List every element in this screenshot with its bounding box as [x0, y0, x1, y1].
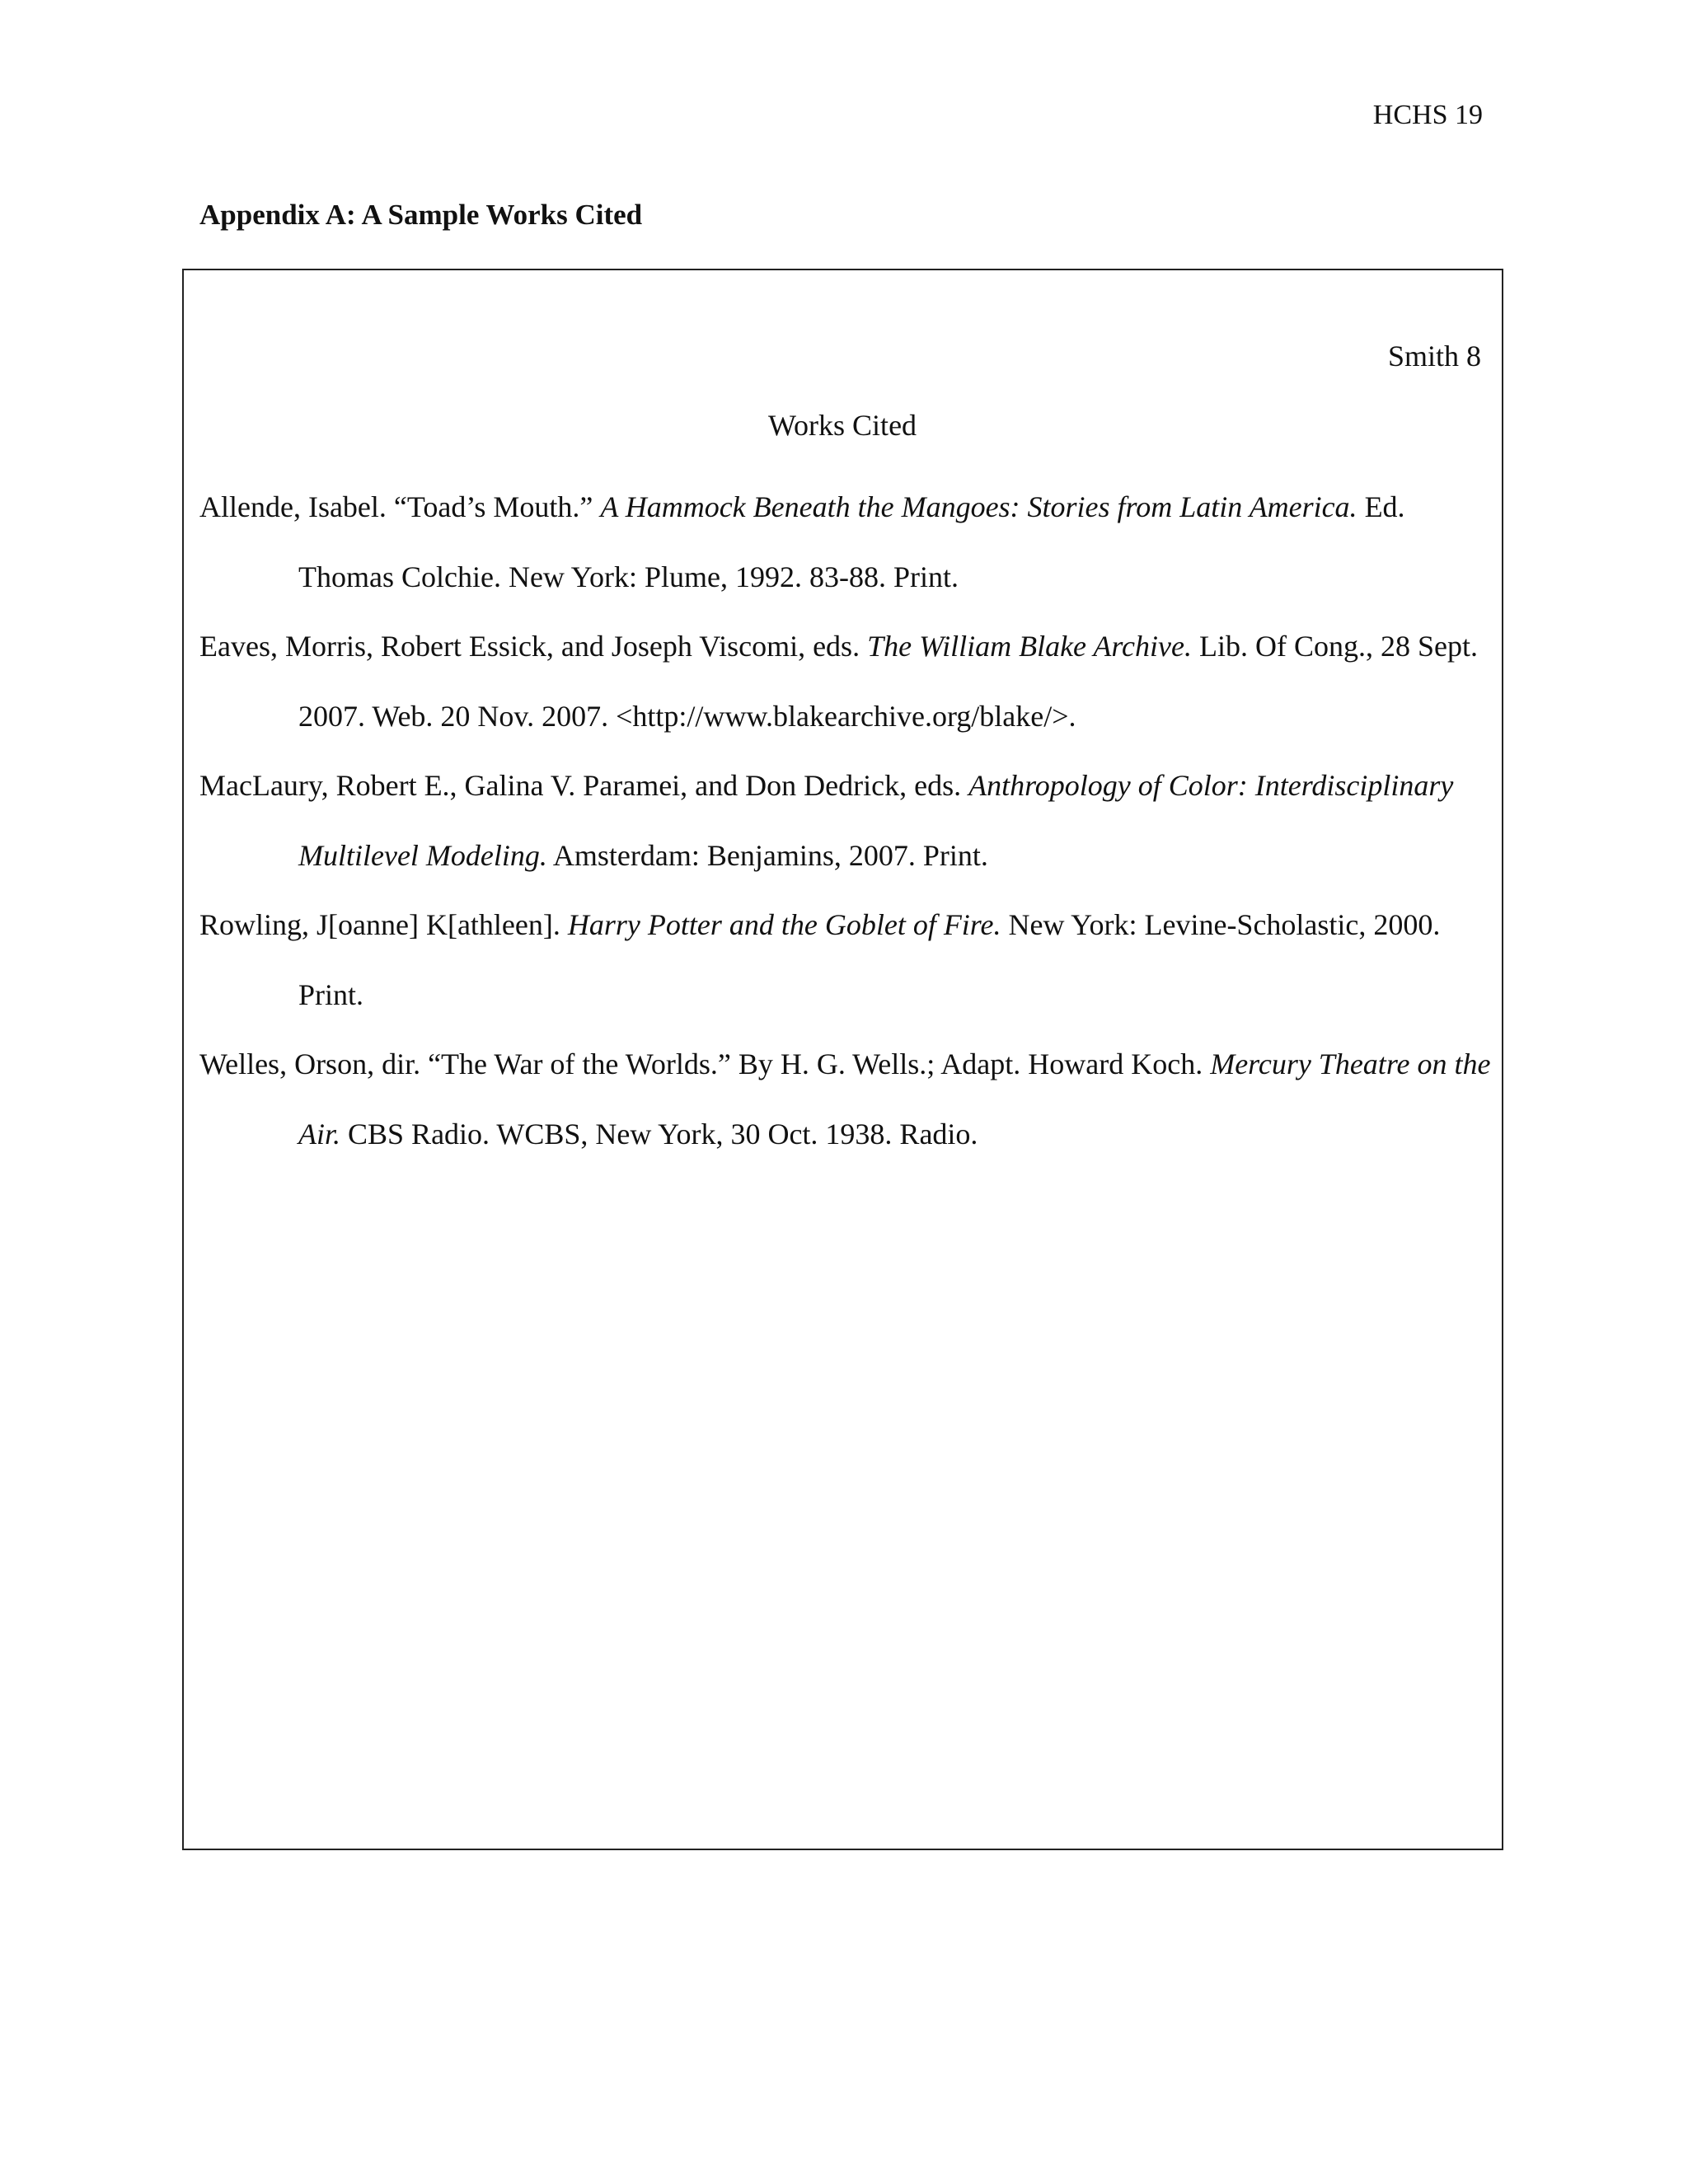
works-cited-title: Works Cited: [767, 409, 917, 442]
citation-title: Mercury Theatre on the Air.: [298, 1047, 1491, 1151]
citation-text: Welles, Orson, dir. “The War of the Worlds.” By H. G. Wells.; Adapt. Howard Koch.: [199, 1047, 1211, 1080]
citation-text: New York: Levine-Scholastic, 2000. Print.: [298, 908, 1441, 1011]
citation-entry: [199, 890, 1493, 1029]
citation-text: Allende, Isabel. “Toad’s Mouth.”: [199, 490, 601, 523]
citation-text: CBS Radio. WCBS, New York, 30 Oct. 1938. Radio.: [340, 1117, 978, 1151]
citation-title: Harry Potter and the Goblet of Fire.: [567, 908, 1001, 941]
citation-title: Anthropology of Color: Interdisciplinary Multilevel Modeling.: [298, 769, 1454, 872]
citation-text: Ed. Thomas Colchie. New York: Plume, 1992. 83-88. Print.: [298, 490, 1405, 593]
sample-page-header: Smith 8: [1387, 340, 1481, 373]
citation-title: The William Blake Archive.: [867, 630, 1192, 663]
citation-entry: [199, 751, 1493, 890]
citation-text: MacLaury, Robert E., Galina V. Paramei, and Don Dedrick, eds.: [199, 769, 969, 802]
citation-title: A Hammock Beneath the Mangoes: Stories from Latin America.: [600, 490, 1357, 523]
page-header: HCHS 19: [1372, 100, 1483, 130]
citation-text: Amsterdam: Benjamins, 2007. Print.: [546, 838, 988, 872]
citation-text: Eaves, Morris, Robert Essick, and Joseph Viscomi, eds.: [199, 630, 868, 663]
works-cited-list: [199, 472, 1493, 1169]
appendix-title: Appendix A: A Sample Works Cited: [199, 199, 643, 231]
citation-entry: [199, 612, 1493, 751]
citation-text: Rowling, J[oanne] K[athleen].: [199, 908, 568, 941]
citation-text: Lib. Of Cong., 28 Sept. 2007. Web. 20 Nov. 2007. <http://www.blakearchive.org/blake/>.: [298, 630, 1478, 733]
citation-entry: [199, 1029, 1493, 1169]
citation-entry: [199, 472, 1493, 612]
